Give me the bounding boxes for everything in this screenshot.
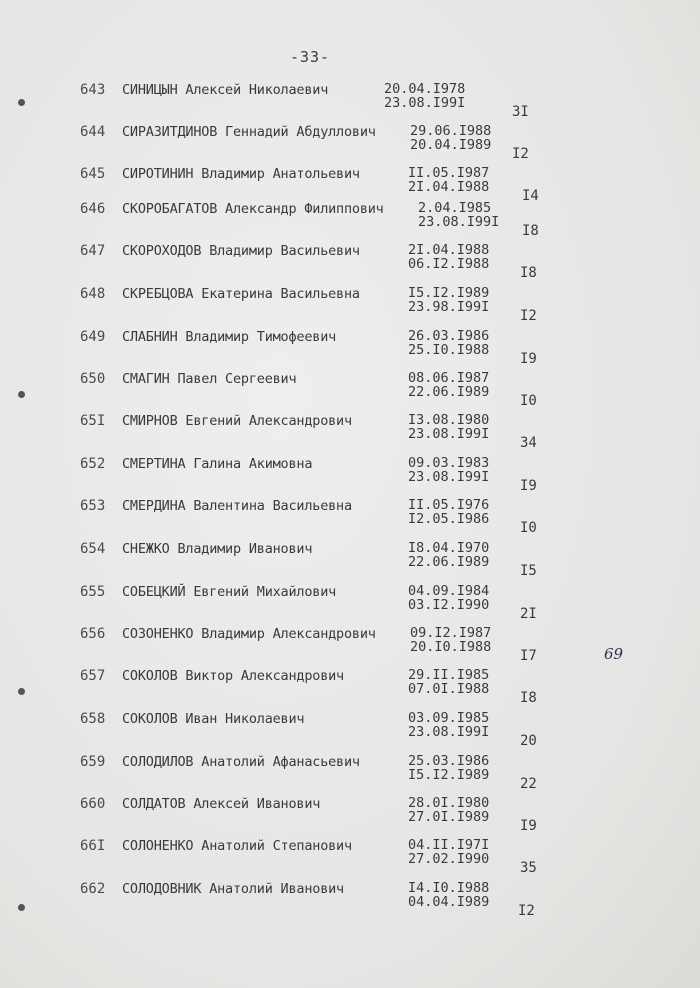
entry-dates — [408, 668, 489, 696]
entry-date-end: 20.I0.I988 — [410, 639, 492, 655]
entry-name: СЛАБНИН Владимир Тимофеевич — [122, 329, 337, 345]
entry-number: 660 — [80, 796, 106, 812]
entry-dates — [408, 796, 489, 824]
entry-number: 662 — [80, 881, 106, 897]
entry-dates — [408, 881, 489, 909]
entry-dates — [410, 626, 491, 654]
entry-date-end: I2.05.I986 — [408, 511, 490, 527]
binder-hole-mark — [18, 99, 25, 106]
entry-row — [0, 124, 700, 168]
page-number: -33- — [289, 48, 331, 66]
entry-date-end: 27.0I.I989 — [408, 809, 490, 825]
entry-count: I8 — [520, 690, 537, 706]
entry-date-start: I3.08.I980 — [408, 412, 490, 428]
entry-count: 35 — [520, 860, 537, 876]
entry-row — [0, 711, 700, 755]
entry-number: 656 — [80, 626, 106, 642]
entry-count: I8 — [520, 265, 537, 281]
entry-row — [0, 243, 700, 287]
entry-number: 648 — [80, 286, 106, 302]
entry-date-start: II.05.I976 — [408, 497, 490, 513]
entry-count: I7 — [520, 648, 537, 664]
entry-count: I9 — [520, 351, 537, 367]
entry-row — [0, 329, 700, 373]
entry-date-end: 23.08.I99I — [384, 95, 466, 111]
entry-dates — [408, 456, 489, 484]
entry-date-end: 22.06.I989 — [408, 554, 490, 570]
entry-date-end: I5.I2.I989 — [408, 767, 490, 783]
entry-dates — [408, 166, 489, 194]
entry-dates — [408, 541, 489, 569]
entry-count: I2 — [520, 308, 537, 324]
entry-name: СОКОЛОВ Иван Николаевич — [122, 711, 305, 727]
entry-name: СМАГИН Павел Сергеевич — [122, 371, 297, 387]
entry-date-start: 04.09.I984 — [408, 583, 490, 599]
entry-count: 2I — [520, 606, 537, 622]
entry-date-end: 20.04.I989 — [410, 137, 492, 153]
entry-name: СМИРНОВ Евгений Александрович — [122, 413, 352, 429]
binder-hole-mark — [18, 391, 25, 398]
entry-dates — [408, 286, 489, 314]
entry-name: СОЛОДОВНИК Анатолий Иванович — [122, 881, 344, 897]
entry-date-end: 22.06.I989 — [408, 384, 490, 400]
entry-count: I0 — [520, 520, 537, 536]
entry-number: 644 — [80, 124, 106, 140]
entry-dates — [408, 329, 489, 357]
entry-date-start: I8.04.I970 — [408, 540, 490, 556]
entry-name: СИРАЗИТДИНОВ Геннадий Абдуллович — [122, 124, 376, 140]
entry-date-start: 25.03.I986 — [408, 753, 490, 769]
entry-number: 654 — [80, 541, 106, 557]
entry-dates — [408, 498, 489, 526]
entry-name: СОБЕЦКИЙ Евгений Михайлович — [122, 584, 337, 600]
entry-date-end: 27.02.I990 — [408, 851, 490, 867]
entry-row — [0, 541, 700, 585]
entry-dates — [410, 124, 491, 152]
entry-row — [0, 584, 700, 628]
entry-row — [0, 626, 700, 670]
entry-count: I4 — [522, 188, 539, 204]
entry-count: 3I — [512, 104, 529, 120]
entry-count: 22 — [520, 776, 537, 792]
entry-name: СИНИЦЫН Алексей Николаевич — [122, 82, 329, 98]
entry-number: 652 — [80, 456, 106, 472]
entry-date-end: 25.I0.I988 — [408, 342, 490, 358]
entry-number: 643 — [80, 82, 106, 98]
entry-dates — [408, 838, 489, 866]
entry-name: СКРЕБЦОВА Екатерина Васильевна — [122, 286, 360, 302]
entry-count: I2 — [512, 146, 529, 162]
entry-name: СОЛОНЕНКО Анатолий Степанович — [122, 838, 352, 854]
entry-name: СНЕЖКО Владимир Иванович — [122, 541, 313, 557]
entry-number: 659 — [80, 754, 106, 770]
entry-date-end: 23.08.I99I — [408, 724, 490, 740]
entry-date-end: 04.04.I989 — [408, 894, 490, 910]
entry-date-start: I5.I2.I989 — [408, 285, 490, 301]
entry-date-start: 04.II.I97I — [408, 837, 490, 853]
entry-row — [0, 371, 700, 415]
entry-count: I9 — [520, 478, 537, 494]
entry-date-end: 23.08.I99I — [418, 214, 500, 230]
entry-date-start: II.05.I987 — [408, 165, 490, 181]
entry-date-start: 09.03.I983 — [408, 455, 490, 471]
entry-date-start: 28.0I.I980 — [408, 795, 490, 811]
entry-number: 649 — [80, 329, 106, 345]
binder-hole-mark — [18, 688, 25, 695]
entry-dates — [418, 201, 499, 229]
entry-date-start: 26.03.I986 — [408, 328, 490, 344]
entry-number: 66I — [80, 838, 106, 854]
entry-dates — [408, 584, 489, 612]
entry-row — [0, 838, 700, 882]
entry-date-start: I4.I0.I988 — [408, 880, 490, 896]
entry-date-start: 08.06.I987 — [408, 370, 490, 386]
entry-count: I2 — [518, 903, 535, 919]
entry-date-end: 2I.04.I988 — [408, 179, 490, 195]
entry-number: 647 — [80, 243, 106, 259]
entry-row — [0, 413, 700, 457]
entry-dates — [408, 371, 489, 399]
entry-dates — [408, 754, 489, 782]
entry-row — [0, 498, 700, 542]
entry-number: 658 — [80, 711, 106, 727]
entry-name: СОКОЛОВ Виктор Александрович — [122, 668, 344, 684]
entry-row — [0, 881, 700, 925]
entry-date-start: 29.06.I988 — [410, 123, 492, 139]
entry-name: СКОРОБАГАТОВ Александр Филиппович — [122, 201, 384, 217]
entry-number: 65I — [80, 413, 106, 429]
entry-date-start: 2I.04.I988 — [408, 242, 490, 258]
entry-date-end: 23.08.I99I — [408, 426, 490, 442]
entry-row — [0, 796, 700, 840]
entry-count: I9 — [520, 818, 537, 834]
entry-row — [0, 668, 700, 712]
entry-row — [0, 286, 700, 330]
handwritten-margin-note: 69 — [604, 645, 624, 663]
entry-date-end: 07.0I.I988 — [408, 681, 490, 697]
entry-name: СМЕРТИНА Галина Акимовна — [122, 456, 313, 472]
entry-dates — [408, 711, 489, 739]
entry-count: I0 — [520, 393, 537, 409]
entry-count: I8 — [522, 223, 539, 239]
entry-count: 20 — [520, 733, 537, 749]
entry-date-start: 09.I2.I987 — [410, 625, 492, 641]
entry-date-end: 06.I2.I988 — [408, 256, 490, 272]
entry-date-end: 23.98.I99I — [408, 299, 490, 315]
entry-number: 653 — [80, 498, 106, 514]
entry-name: СМЕРДИНА Валентина Васильевна — [122, 498, 352, 514]
entry-dates — [384, 82, 465, 110]
entry-count: I5 — [520, 563, 537, 579]
entry-row — [0, 82, 700, 126]
entry-count: 34 — [520, 435, 537, 451]
entry-date-start: 03.09.I985 — [408, 710, 490, 726]
entry-number: 646 — [80, 201, 106, 217]
entry-name: СОЗОНЕНКО Владимир Александрович — [122, 626, 376, 642]
entry-date-start: 2.04.I985 — [418, 200, 492, 216]
entry-row — [0, 456, 700, 500]
entry-number: 657 — [80, 668, 106, 684]
entry-row — [0, 754, 700, 798]
entry-date-end: 23.08.I99I — [408, 469, 490, 485]
entry-row — [0, 201, 700, 245]
entry-number: 655 — [80, 584, 106, 600]
entry-date-start: 20.04.I978 — [384, 81, 466, 97]
binder-hole-mark — [18, 904, 25, 911]
entry-number: 645 — [80, 166, 106, 182]
entry-dates — [408, 243, 489, 271]
entry-dates — [408, 413, 489, 441]
entry-name: СОЛОДИЛОВ Анатолий Афанасьевич — [122, 754, 360, 770]
entry-name: СКОРОХОДОВ Владимир Васильевич — [122, 243, 360, 259]
entry-name: СИРОТИНИН Владимир Анатольевич — [122, 166, 360, 182]
entry-date-end: 03.I2.I990 — [408, 597, 490, 613]
entry-date-start: 29.II.I985 — [408, 667, 490, 683]
entry-number: 650 — [80, 371, 106, 387]
entry-name: СОЛДАТОВ Алексей Иванович — [122, 796, 321, 812]
